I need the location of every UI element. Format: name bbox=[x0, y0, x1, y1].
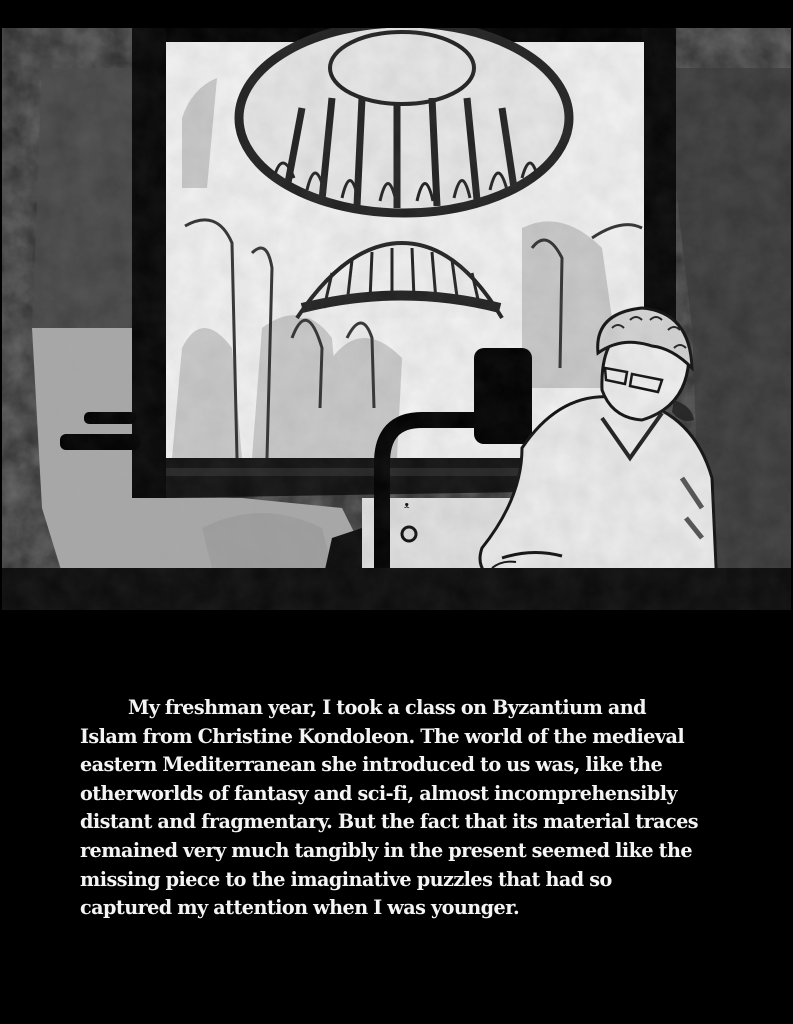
svg-text:ᴥ: ᴥ bbox=[404, 501, 410, 511]
ink-illustration bbox=[2, 28, 791, 610]
narrative-caption bbox=[80, 694, 740, 923]
caption-line: missing piece to the imaginative puzzles that had so bbox=[80, 867, 612, 891]
caption-line: captured my attention when I was younger. bbox=[80, 896, 520, 920]
caption-line: My freshman year, I took a class on Byzantium and bbox=[128, 696, 647, 719]
caption-line: distant and fragmentary. But the fact that its material traces bbox=[80, 810, 699, 834]
caption-line: otherworlds of fantasy and sci-fi, almost incomprehensibly bbox=[80, 781, 678, 805]
caption-line: eastern Mediterranean she introduced to us was, like the bbox=[80, 753, 663, 777]
caption-line: Islam from Christine Kondoleon. The world of the medieval bbox=[80, 724, 685, 748]
illustration-panel bbox=[2, 28, 791, 610]
caption-line: remained very much tangibly in the present seemed like the bbox=[80, 838, 693, 862]
